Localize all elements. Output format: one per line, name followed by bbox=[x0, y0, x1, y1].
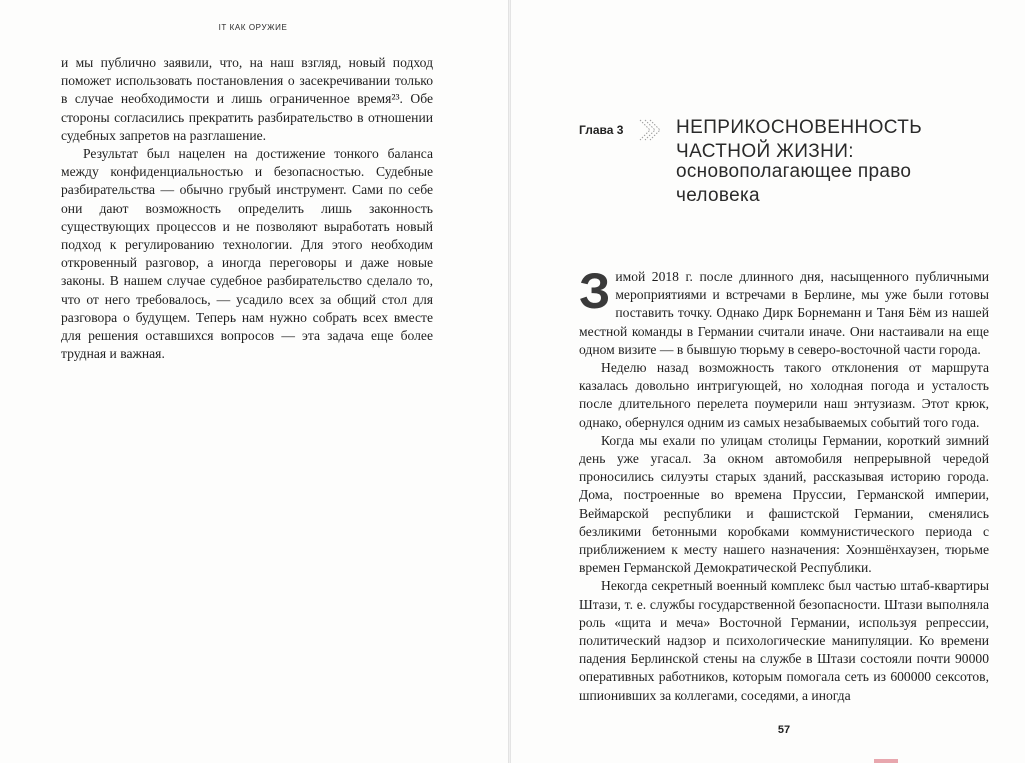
paragraph: и мы публично заявили, что, на наш взгляд, новый подход поможет использовать постановления о засекречивании только в случае необходимости и лишь ограниченное время²³. Обе стороны согласились прекратить разбирательство в отношении судебных запретов на разглашение. bbox=[61, 55, 433, 143]
opening-paragraph-text: имой 2018 г. после длинного дня, насыщенного публичными мероприятиями и встречами в Берлине, мы уже были готовы поставить точку. Однако Дирк Борнеманн и Таня Бём из нашей местной команды в Германии считали иначе. Они настаивали на еще одном визите — в бывшую тюрьму в северо-восточной части города. bbox=[579, 269, 989, 357]
paragraph: Результат был нацелен на достижение тонкого баланса между конфиденциальностью и безопасностью. Судебные разбирательства — обычно грубый инструмент. Сами по себе они дают возможность определить лишь законность существующих процессов и не позволяют выработать новый подход к регулированию технологии. Для этого необходим откровенный разговор, а иногда переговоры и даже новые законы. В нашем случае судебное разбирательство сделало то, что от него требовалось, — усадило всех за общий стол для разговора о будущем. Теперь нам нужно собрать всех вместе для решения оставшихся вопросов — эта задача еще более трудная и важная. bbox=[61, 146, 433, 362]
chevron-arrows-icon bbox=[636, 116, 664, 144]
paragraph: Неделю назад возможность такого отклонения от маршрута казалась довольно интригующей, но холодная погода и усталость после длительного перелета поумерили наш энтузиазм. Этот крюк, однако, обернулся одним из самых незабываемых событий того года. bbox=[579, 360, 989, 430]
left-page bbox=[0, 0, 508, 763]
running-head: IT КАК ОРУЖИЕ bbox=[218, 23, 288, 32]
paragraph: Когда мы ехали по улицам столицы Германии, короткий зимний день уже угасал. За окном автомобиля непрерывной чередой проносились силуэты старых зданий, рассказывая историю города. Дома, построенные во времена Пруссии, Германской империи, Веймарской республики и фашистской Германии, сменялись безликими бетонными коробками коммунистического периода с приближением к месту нашего назначения: Хоэншёнхаузен, тюрьме времен Германской Демократической Республики. bbox=[579, 432, 989, 576]
page-edge-mark bbox=[874, 759, 898, 763]
left-page-body bbox=[61, 54, 433, 363]
page-number: 57 bbox=[777, 724, 791, 736]
chapter-subtitle: основополагающее право человека bbox=[676, 161, 912, 206]
right-page-body bbox=[579, 263, 989, 705]
paragraph: Некогда секретный военный комплекс был частью штаб-квартиры Штази, т. е. службы государственной безопасности. Штази выполняла роль «щита и меча» Восточной Германии, используя репрессии, политический надзор и психологические манипуляции. Ко времени падения Берлинской стены на службе в Штази состояли почти 90000 оперативных работников, которым помогала сеть из 600000 сексотов, шпионивших за коллегами, соседями, а иногда bbox=[579, 578, 989, 703]
opening-paragraph bbox=[579, 263, 989, 359]
chapter-title: НЕПРИКОСНОВЕННОСТЬ ЧАСТНОЙ ЖИЗНИ: bbox=[676, 117, 923, 162]
chapter-label: Глава 3 bbox=[579, 123, 624, 137]
drop-cap: З bbox=[579, 263, 611, 319]
